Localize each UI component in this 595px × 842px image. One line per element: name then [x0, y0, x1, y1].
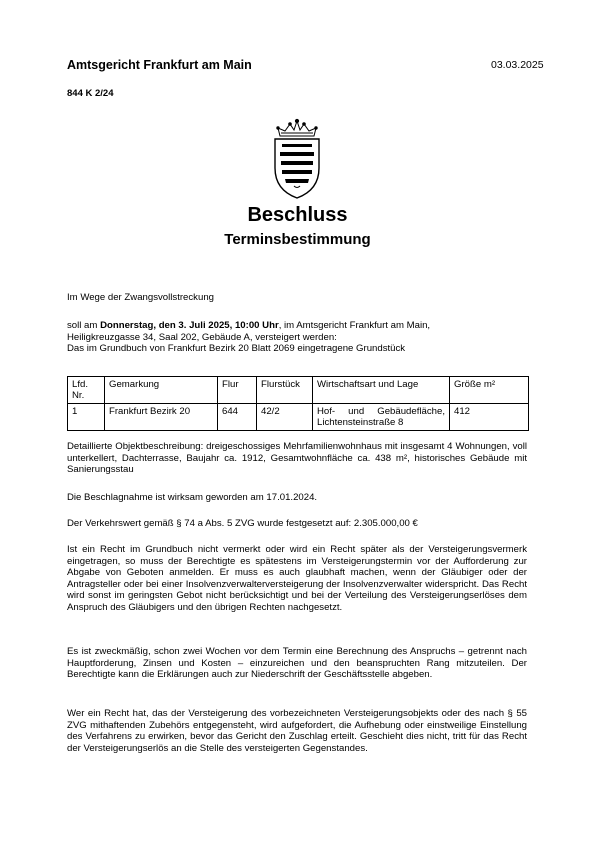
- property-table: [67, 376, 529, 431]
- table-row: [68, 404, 529, 431]
- col-header-size: Größe m²: [450, 377, 529, 404]
- document-date: 03.03.2025: [491, 59, 544, 71]
- appointment-location: , im Amtsgericht Frankfurt am Main,: [278, 320, 431, 331]
- appointment-prefix: soll am: [67, 320, 101, 331]
- appointment-paragraph: [67, 320, 527, 355]
- col-header-parcel: Flurstück: [257, 377, 313, 404]
- land-register-entry: Das im Grundbuch von Frankfurt Bezirk 20 Blatt 2069 eingetragene Grundstück: [67, 343, 406, 354]
- claim-calculation-notice: Es ist zweckmäßig, schon zwei Wochen vor dem Termin eine Berechnung des Anspruchs – getrennt nach Hauptforderung, Zinsen und Kosten – einzureichen und den beanspruchten Rang mitzuteilen. Der Berechtigte kann die Erklärungen auch zur Niederschrift der Geschäftsstelle abgeben.: [67, 646, 527, 680]
- cell-parcel: 42/2: [257, 404, 313, 431]
- col-header-usage-location: Wirtschaftsart und Lage: [313, 377, 450, 404]
- col-header-flur: Flur: [218, 377, 257, 404]
- document-subtitle: Terminsbestimmung: [224, 231, 371, 248]
- cell-usage-location: Hof- und Gebäudefläche, Lichtensteinstraße 8: [313, 404, 450, 431]
- cell-number: 1: [68, 404, 105, 431]
- object-description: Detaillierte Objektbeschreibung: dreigeschossiges Mehrfamilienwohnhaus mit insgesamt 4 Wohnungen, voll unterkellert, Dachterrasse, Baujahr ca. 1912, Gesamtwohnfläche ca. 438 m², historisches Gebäude mit Sanierungsstau: [67, 441, 527, 475]
- rights-registration-notice: Ist ein Recht im Grundbuch nicht vermerkt oder wird ein Recht später als der Versteigerungsvermerk eingetragen, so muss der Berechtigte es spätestens im Versteigerungstermin vor der Aufforderung zur Abgabe von Geboten anmelden. Er muss es auch glaubhaft machen, wenn der Gläubiger oder der Antragsteller oder bei einer Insolvenzverwalterversteigerung der Insolvenzverwalter widerspricht. Das Recht wird sonst im geringsten Gebot nicht berücksichtigt und bei der Verteilung des Versteigerungserlöses dem Anspruch des Gläubigers und den übrigen Rechten nachgesetzt.: [67, 544, 527, 613]
- market-value: Der Verkehrswert gemäß § 74 a Abs. 5 ZVG wurde festgesetzt auf: 2.305.000,00 €: [67, 518, 418, 529]
- intro-text: Im Wege der Zwangsvollstreckung: [67, 292, 214, 303]
- table-header-row: [68, 377, 529, 404]
- cell-district: Frankfurt Bezirk 20: [105, 404, 218, 431]
- col-header-number: Lfd. Nr.: [68, 377, 105, 404]
- appointment-datetime: Donnerstag, den 3. Juli 2025, 10:00 Uhr: [100, 320, 279, 331]
- seizure-date: Die Beschlagnahme ist wirksam geworden am 17.01.2024.: [67, 492, 318, 503]
- appointment-address: Heiligkreuzgasse 34, Saal 202, Gebäude A, versteigert werden:: [67, 331, 337, 343]
- court-name: Amtsgericht Frankfurt am Main: [67, 58, 252, 72]
- case-number: 844 K 2/24: [67, 88, 114, 99]
- coat-of-arms-icon: [264, 118, 330, 200]
- col-header-district: Gemarkung: [105, 377, 218, 404]
- document-title: Beschluss: [247, 204, 348, 226]
- cell-size: 412: [450, 404, 529, 431]
- cell-flur: 644: [218, 404, 257, 431]
- conflicting-rights-notice: Wer ein Recht hat, das der Versteigerung des vorbezeichneten Versteigerungsobjekts oder des nach § 55 ZVG mithaftenden Zubehörs entgegensteht, wird aufgefordert, die Aufhebung oder einstweilige Einstellung des Verfahrens zu erwirken, bevor das Gericht den Zuschlag erteilt. Geschieht dies nicht, tritt für das Recht der Versteigerungserlös an die Stelle des versteigerten Gegenstandes.: [67, 708, 527, 754]
